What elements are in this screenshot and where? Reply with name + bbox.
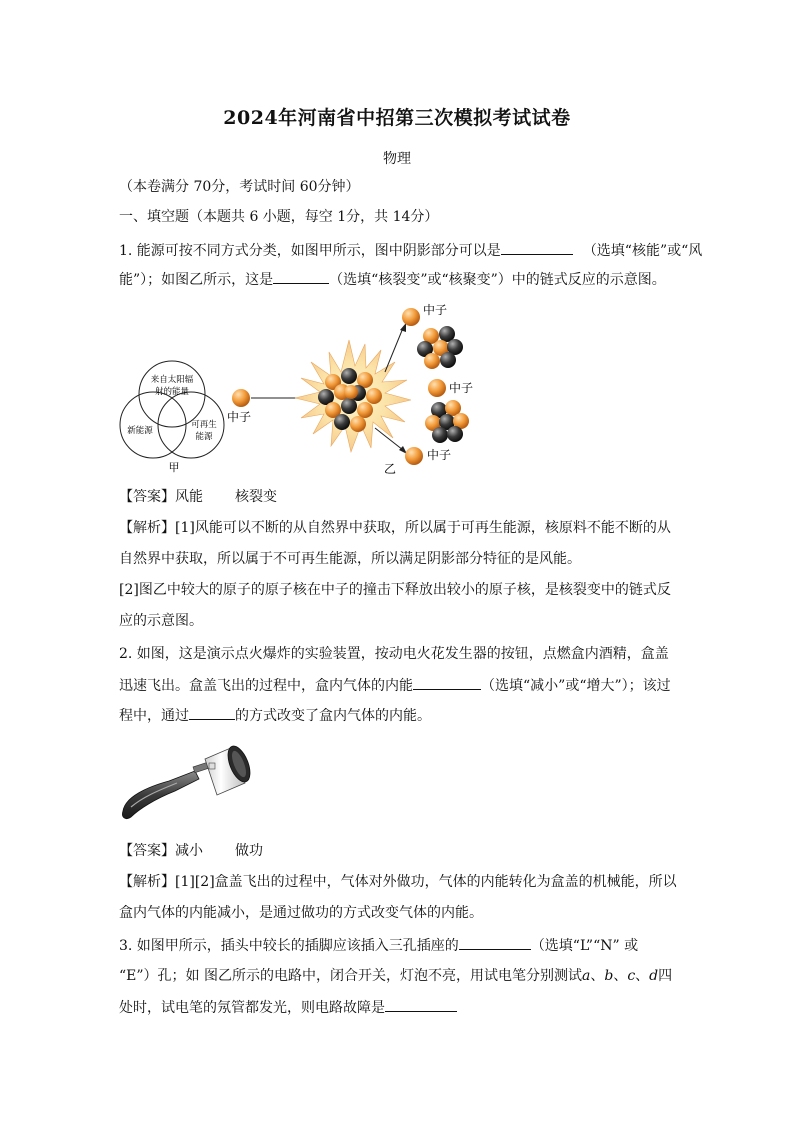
q3-blank-1[interactable] — [459, 935, 531, 950]
neutron-incoming — [232, 389, 250, 407]
q2-blank-1[interactable] — [413, 675, 481, 690]
q1-analysis-line1 — [119, 518, 679, 538]
q2-text: 的方式改变了盒内气体的内能。 — [235, 708, 431, 724]
exam-note: （本卷满分 70分，考试时间 60分钟） — [119, 179, 360, 195]
q2-answer — [119, 841, 679, 861]
answer-value: 做功 — [235, 843, 263, 859]
answer-value: 风能 — [175, 489, 203, 505]
q2-line1: 2. 如图，这是演示点火爆炸的实验装置，按动电火花发生器的按钮，点燃盒内酒精，盒盖 — [119, 646, 669, 662]
venn-label-left: 新能源 — [127, 426, 153, 436]
q1-analysis-line3: [2]图乙中较大的原子的原子核在中子的撞击下释放出较小的原子核，是核裂变中的链式反 — [119, 582, 671, 598]
analysis-text: [1]风能可以不断的从自然界中获取，所以属于可再生能源，核原料不能不断的从 — [175, 520, 671, 536]
q1-line2 — [119, 269, 679, 290]
figure-jia-venn-diagram — [112, 355, 232, 477]
q3-sep: 、 — [635, 968, 650, 984]
igniter-button — [209, 763, 215, 769]
answer-value: 减小 — [175, 843, 203, 859]
q3-text: （选填“L”“N” 或 — [530, 938, 639, 954]
venn-label-top: 来自太阳辐 — [150, 375, 194, 385]
venn-label-right: 可再生 — [191, 420, 217, 430]
q3-line3 — [119, 997, 679, 1018]
q2-line3 — [119, 705, 679, 726]
igniter-handle — [122, 771, 199, 819]
q2-analysis-line2: 盒内气体的内能减小，是通过做功的方式改变气体的内能。 — [119, 905, 483, 921]
q2-text: 程中，通过 — [119, 708, 189, 724]
q1-analysis-line2: 自然界中获取，所以属于不可再生能源，所以满足阴影部分特征的是风能。 — [119, 551, 581, 567]
q1-blank-2[interactable] — [273, 269, 329, 284]
q2-analysis-line1 — [119, 872, 679, 892]
q1-analysis-line4: 应的示意图。 — [119, 613, 203, 629]
q1-text: （选填“核裂变”或“核聚变”）中的链式反应的示意图。 — [329, 272, 666, 288]
analysis-label: 【解析】 — [119, 520, 175, 536]
q3-var: d — [649, 968, 659, 984]
fragment-top — [417, 326, 463, 369]
igniter-rod — [193, 763, 208, 773]
figure-label-yi: 乙 — [384, 462, 397, 476]
q1-text: 1. 能源可按不同方式分类，如图甲所示，图中阴影部分可以是 — [119, 243, 501, 259]
venn-circle-left — [120, 392, 186, 458]
figure-spark-igniter — [117, 737, 257, 827]
q3-text: 处时，试电笔的氖管都发光，则电路故障是 — [119, 1000, 385, 1016]
q3-sep: 、 — [613, 968, 628, 984]
venn-label-top: 射的能量 — [154, 387, 190, 397]
q2-line2 — [119, 675, 679, 696]
q3-var: b — [604, 968, 614, 984]
q3-blank-2[interactable] — [385, 997, 457, 1012]
q3-text: 四 — [658, 968, 673, 984]
q3-sep: 、 — [590, 968, 605, 984]
q3-var: c — [627, 968, 636, 984]
neutron-label-top: 中子 — [423, 303, 448, 317]
neutron-mid — [428, 379, 446, 397]
q2-text: （选填“减小”或“增大”）；该过 — [481, 678, 671, 694]
neutron-label-mid: 中子 — [449, 381, 474, 395]
subject-heading: 物理 — [383, 151, 411, 167]
section-heading: 一、填空题（本题共 6 小题，每空 1分，共 14分） — [119, 209, 439, 225]
neutron-label-bottom: 中子 — [427, 448, 452, 462]
q3-text: “E”）孔；如 图乙所示的电路中，闭合开关，灯泡不亮，用试电笔分别测试 — [119, 968, 582, 984]
neutron-top — [402, 308, 420, 326]
q2-blank-2[interactable] — [189, 705, 235, 720]
figure-yi-chain-reaction — [225, 300, 495, 480]
q1-line1 — [119, 240, 703, 261]
analysis-label: 【解析】 — [119, 874, 175, 890]
q1-text: （选填“核能”或“风 — [582, 243, 703, 259]
venn-label-right: 能源 — [195, 432, 213, 442]
q1-text: 能”）；如图乙所示，这是 — [119, 272, 274, 288]
arrow-top-head — [400, 323, 406, 332]
q3-line2 — [119, 966, 679, 986]
answer-label: 【答案】 — [119, 489, 175, 505]
answer-value: 核裂变 — [235, 489, 277, 505]
fragment-bottom — [425, 400, 469, 443]
figure-label-jia: 甲 — [168, 461, 180, 474]
q3-line1 — [119, 935, 679, 956]
q3-text: 3. 如图甲所示，插头中较长的插脚应该插入三孔插座的 — [119, 938, 459, 954]
page-title: 2024年河南省中招第三次模拟考试试卷 — [223, 107, 571, 129]
neutron-bottom — [405, 447, 423, 465]
q2-text: 迅速飞出。盒盖飞出的过程中，盒内气体的内能 — [119, 678, 413, 694]
neutron-label-in: 中子 — [227, 410, 252, 424]
q1-blank-1[interactable] — [501, 240, 573, 255]
answer-label: 【答案】 — [119, 843, 175, 859]
q1-answer — [119, 487, 679, 507]
analysis-text: [1][2]盒盖飞出的过程中，气体对外做功，气体的内能转化为盒盖的机械能，所以 — [175, 874, 677, 890]
arrow-top — [385, 328, 403, 372]
q3-var: a — [581, 968, 591, 984]
